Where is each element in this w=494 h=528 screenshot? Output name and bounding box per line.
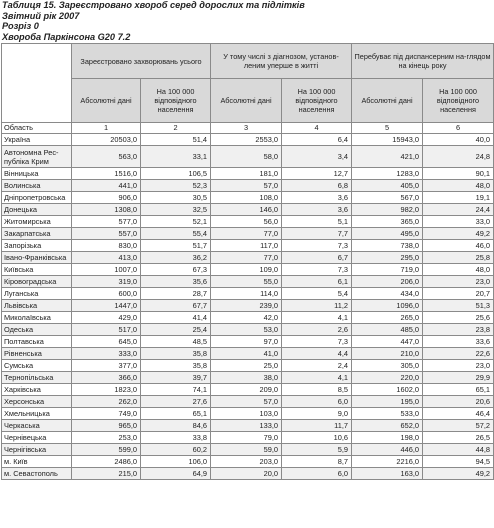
value-cell: 39,7 — [141, 372, 211, 384]
value-cell: 33,6 — [423, 336, 494, 348]
region-name-cell: Херсонська — [2, 396, 72, 408]
value-cell: 41,4 — [141, 312, 211, 324]
value-cell: 239,0 — [211, 300, 282, 312]
header-abs-1: Абсолютні дані — [72, 79, 141, 123]
value-cell: 23,0 — [423, 360, 494, 372]
value-cell: 35,6 — [141, 276, 211, 288]
value-cell: 97,0 — [211, 336, 282, 348]
value-cell: 1096,0 — [352, 300, 423, 312]
value-cell: 645,0 — [72, 336, 141, 348]
value-cell: 1007,0 — [72, 264, 141, 276]
disease-table — [1, 43, 494, 480]
value-cell: 567,0 — [352, 192, 423, 204]
value-cell: 57,0 — [211, 396, 282, 408]
region-name-cell: Львівська — [2, 300, 72, 312]
value-cell: 2553,0 — [211, 134, 282, 146]
value-cell: 8,5 — [282, 384, 352, 396]
value-cell: 209,0 — [211, 384, 282, 396]
value-cell: 7,7 — [282, 228, 352, 240]
table-row — [2, 468, 494, 480]
value-cell: 4,1 — [282, 372, 352, 384]
column-number: 3 — [211, 123, 282, 134]
value-cell: 20503,0 — [72, 134, 141, 146]
caption-section: Розріз 0 — [2, 21, 39, 32]
value-cell: 719,0 — [352, 264, 423, 276]
column-number: 1 — [72, 123, 141, 134]
value-cell: 36,2 — [141, 252, 211, 264]
value-cell: 25,6 — [423, 312, 494, 324]
column-number: 6 — [423, 123, 494, 134]
value-cell: 485,0 — [352, 324, 423, 336]
value-cell: 2,6 — [282, 324, 352, 336]
value-cell: 7,3 — [282, 264, 352, 276]
value-cell: 19,1 — [423, 192, 494, 204]
value-cell: 405,0 — [352, 180, 423, 192]
region-name-cell: Хмельницька — [2, 408, 72, 420]
region-column-label: Область — [2, 123, 72, 134]
value-cell: 1308,0 — [72, 204, 141, 216]
value-cell: 55,0 — [211, 276, 282, 288]
value-cell: 210,0 — [352, 348, 423, 360]
value-cell: 5,1 — [282, 216, 352, 228]
value-cell: 517,0 — [72, 324, 141, 336]
value-cell: 163,0 — [352, 468, 423, 480]
value-cell: 5,4 — [282, 288, 352, 300]
region-name-cell: Одеська — [2, 324, 72, 336]
region-name-cell: Луганська — [2, 288, 72, 300]
region-name-cell: Україна — [2, 134, 72, 146]
region-name-cell: м. Севастополь — [2, 468, 72, 480]
value-cell: 446,0 — [352, 444, 423, 456]
value-cell: 51,7 — [141, 240, 211, 252]
value-cell: 51,4 — [141, 134, 211, 146]
value-cell: 24,8 — [423, 146, 494, 168]
value-cell: 3,6 — [282, 192, 352, 204]
table-row — [2, 216, 494, 228]
value-cell: 109,0 — [211, 264, 282, 276]
value-cell: 10,6 — [282, 432, 352, 444]
value-cell: 203,0 — [211, 456, 282, 468]
value-cell: 24,4 — [423, 204, 494, 216]
value-cell: 48,0 — [423, 180, 494, 192]
value-cell: 6,1 — [282, 276, 352, 288]
value-cell: 262,0 — [72, 396, 141, 408]
table-row — [2, 192, 494, 204]
region-name-cell: Черкаська — [2, 420, 72, 432]
table-row — [2, 444, 494, 456]
value-cell: 26,5 — [423, 432, 494, 444]
value-cell: 20,0 — [211, 468, 282, 480]
value-cell: 106,5 — [141, 168, 211, 180]
value-cell: 29,9 — [423, 372, 494, 384]
value-cell: 215,0 — [72, 468, 141, 480]
value-cell: 48,0 — [423, 264, 494, 276]
value-cell: 1447,0 — [72, 300, 141, 312]
value-cell: 11,7 — [282, 420, 352, 432]
value-cell: 5,9 — [282, 444, 352, 456]
value-cell: 58,0 — [211, 146, 282, 168]
table-row — [2, 168, 494, 180]
table-row — [2, 396, 494, 408]
value-cell: 195,0 — [352, 396, 423, 408]
table-row — [2, 432, 494, 444]
value-cell: 305,0 — [352, 360, 423, 372]
value-cell: 495,0 — [352, 228, 423, 240]
table-row — [2, 336, 494, 348]
header-per100k-2: На 100 000 відповідного населення — [282, 79, 352, 123]
value-cell: 33,0 — [423, 216, 494, 228]
value-cell: 6,7 — [282, 252, 352, 264]
region-name-cell: Донецька — [2, 204, 72, 216]
value-cell: 563,0 — [72, 146, 141, 168]
value-cell: 1516,0 — [72, 168, 141, 180]
value-cell: 133,0 — [211, 420, 282, 432]
value-cell: 38,0 — [211, 372, 282, 384]
value-cell: 41,0 — [211, 348, 282, 360]
region-name-cell: Кіровоградська — [2, 276, 72, 288]
value-cell: 6,8 — [282, 180, 352, 192]
table-row — [2, 372, 494, 384]
value-cell: 6,0 — [282, 396, 352, 408]
value-cell: 65,1 — [141, 408, 211, 420]
header-group-registered: Зареєстровано захворювань усього — [72, 44, 211, 79]
header-per100k-1: На 100 000 відповідного населення — [141, 79, 211, 123]
region-name-cell: м. Київ — [2, 456, 72, 468]
column-number: 4 — [282, 123, 352, 134]
value-cell: 33,1 — [141, 146, 211, 168]
value-cell: 198,0 — [352, 432, 423, 444]
column-number: 2 — [141, 123, 211, 134]
value-cell: 982,0 — [352, 204, 423, 216]
table-row — [2, 134, 494, 146]
value-cell: 27,6 — [141, 396, 211, 408]
value-cell: 114,0 — [211, 288, 282, 300]
value-cell: 447,0 — [352, 336, 423, 348]
value-cell: 60,2 — [141, 444, 211, 456]
value-cell: 749,0 — [72, 408, 141, 420]
header-per100k-3: На 100 000 відповідного населення — [423, 79, 494, 123]
value-cell: 2486,0 — [72, 456, 141, 468]
region-name-cell: Дніпропетровська — [2, 192, 72, 204]
value-cell: 65,1 — [423, 384, 494, 396]
value-cell: 738,0 — [352, 240, 423, 252]
table-row — [2, 324, 494, 336]
value-cell: 25,0 — [211, 360, 282, 372]
value-cell: 295,0 — [352, 252, 423, 264]
region-name-cell: Запорізька — [2, 240, 72, 252]
value-cell: 7,3 — [282, 240, 352, 252]
value-cell: 146,0 — [211, 204, 282, 216]
value-cell: 84,6 — [141, 420, 211, 432]
value-cell: 3,6 — [282, 204, 352, 216]
value-cell: 48,5 — [141, 336, 211, 348]
region-name-cell: Житомирська — [2, 216, 72, 228]
header-abs-2: Абсолютні дані — [211, 79, 282, 123]
value-cell: 40,0 — [423, 134, 494, 146]
value-cell: 59,0 — [211, 444, 282, 456]
value-cell: 600,0 — [72, 288, 141, 300]
region-name-cell: Чернівецька — [2, 432, 72, 444]
table-body — [2, 134, 494, 480]
value-cell: 46,0 — [423, 240, 494, 252]
value-cell: 20,7 — [423, 288, 494, 300]
value-cell: 33,8 — [141, 432, 211, 444]
region-name-cell: Рівненська — [2, 348, 72, 360]
table-row — [2, 384, 494, 396]
caption-title: Таблиця 15. Зареєстровано хвороб серед дорослих та підлітків — [2, 0, 305, 10]
region-name-cell: Київська — [2, 264, 72, 276]
value-cell: 55,4 — [141, 228, 211, 240]
value-cell: 94,5 — [423, 456, 494, 468]
value-cell: 1823,0 — [72, 384, 141, 396]
value-cell: 53,0 — [211, 324, 282, 336]
value-cell: 49,2 — [423, 228, 494, 240]
value-cell: 220,0 — [352, 372, 423, 384]
value-cell: 79,0 — [211, 432, 282, 444]
table-row — [2, 360, 494, 372]
table-row — [2, 456, 494, 468]
value-cell: 906,0 — [72, 192, 141, 204]
value-cell: 6,4 — [282, 134, 352, 146]
value-cell: 67,7 — [141, 300, 211, 312]
header-corner — [2, 44, 72, 123]
table-row — [2, 264, 494, 276]
value-cell: 429,0 — [72, 312, 141, 324]
value-cell: 2,4 — [282, 360, 352, 372]
value-cell: 11,2 — [282, 300, 352, 312]
value-cell: 67,3 — [141, 264, 211, 276]
value-cell: 413,0 — [72, 252, 141, 264]
value-cell: 577,0 — [72, 216, 141, 228]
table-row — [2, 276, 494, 288]
header-abs-3: Абсолютні дані — [352, 79, 423, 123]
value-cell: 4,1 — [282, 312, 352, 324]
region-name-cell: Сумська — [2, 360, 72, 372]
value-cell: 3,4 — [282, 146, 352, 168]
caption-year: Звітний рік 2007 — [2, 10, 80, 21]
value-cell: 181,0 — [211, 168, 282, 180]
value-cell: 377,0 — [72, 360, 141, 372]
value-cell: 652,0 — [352, 420, 423, 432]
table-row — [2, 300, 494, 312]
table-row — [2, 228, 494, 240]
region-name-cell: Вінницька — [2, 168, 72, 180]
value-cell: 106,0 — [141, 456, 211, 468]
value-cell: 9,0 — [282, 408, 352, 420]
value-cell: 77,0 — [211, 252, 282, 264]
header-group-dispensary: Перебуває під диспансерним на-глядом на кінець року — [352, 44, 494, 79]
value-cell: 103,0 — [211, 408, 282, 420]
header-group-first-diagnosed: У тому числі з діагнозом, установ-леним уперше в житті — [211, 44, 352, 79]
value-cell: 333,0 — [72, 348, 141, 360]
value-cell: 1283,0 — [352, 168, 423, 180]
value-cell: 74,1 — [141, 384, 211, 396]
value-cell: 52,1 — [141, 216, 211, 228]
value-cell: 599,0 — [72, 444, 141, 456]
value-cell: 30,5 — [141, 192, 211, 204]
value-cell: 44,8 — [423, 444, 494, 456]
table-row — [2, 204, 494, 216]
value-cell: 42,0 — [211, 312, 282, 324]
value-cell: 23,0 — [423, 276, 494, 288]
value-cell: 35,8 — [141, 348, 211, 360]
region-name-cell: Харківська — [2, 384, 72, 396]
value-cell: 117,0 — [211, 240, 282, 252]
table-row — [2, 146, 494, 168]
value-cell: 441,0 — [72, 180, 141, 192]
region-name-cell: Чернігівська — [2, 444, 72, 456]
value-cell: 35,8 — [141, 360, 211, 372]
value-cell: 830,0 — [72, 240, 141, 252]
table-row — [2, 408, 494, 420]
value-cell: 421,0 — [352, 146, 423, 168]
table-row — [2, 180, 494, 192]
region-name-cell: Тернопільська — [2, 372, 72, 384]
table-row — [2, 240, 494, 252]
value-cell: 434,0 — [352, 288, 423, 300]
value-cell: 49,2 — [423, 468, 494, 480]
value-cell: 28,7 — [141, 288, 211, 300]
value-cell: 90,1 — [423, 168, 494, 180]
value-cell: 46,4 — [423, 408, 494, 420]
value-cell: 265,0 — [352, 312, 423, 324]
value-cell: 965,0 — [72, 420, 141, 432]
value-cell: 23,8 — [423, 324, 494, 336]
value-cell: 51,3 — [423, 300, 494, 312]
value-cell: 108,0 — [211, 192, 282, 204]
value-cell: 57,0 — [211, 180, 282, 192]
table-caption — [2, 0, 305, 42]
table-row — [2, 312, 494, 324]
value-cell: 56,0 — [211, 216, 282, 228]
caption-disease: Хвороба Паркінсона G20 7.2 — [2, 31, 131, 42]
value-cell: 2216,0 — [352, 456, 423, 468]
region-name-cell: Миколаївська — [2, 312, 72, 324]
value-cell: 6,0 — [282, 468, 352, 480]
region-name-cell: Івано-Франківська — [2, 252, 72, 264]
value-cell: 8,7 — [282, 456, 352, 468]
region-name-cell: Полтавська — [2, 336, 72, 348]
value-cell: 25,8 — [423, 252, 494, 264]
value-cell: 533,0 — [352, 408, 423, 420]
table-row — [2, 420, 494, 432]
value-cell: 366,0 — [72, 372, 141, 384]
value-cell: 52,3 — [141, 180, 211, 192]
value-cell: 253,0 — [72, 432, 141, 444]
region-name-cell: Автономна Рес-публіка Крим — [2, 146, 72, 168]
value-cell: 25,4 — [141, 324, 211, 336]
value-cell: 57,2 — [423, 420, 494, 432]
value-cell: 4,4 — [282, 348, 352, 360]
value-cell: 319,0 — [72, 276, 141, 288]
value-cell: 77,0 — [211, 228, 282, 240]
region-name-cell: Закарпатська — [2, 228, 72, 240]
table-row — [2, 252, 494, 264]
table-row — [2, 288, 494, 300]
value-cell: 7,3 — [282, 336, 352, 348]
value-cell: 1602,0 — [352, 384, 423, 396]
column-number: 5 — [352, 123, 423, 134]
value-cell: 206,0 — [352, 276, 423, 288]
table-row — [2, 348, 494, 360]
value-cell: 365,0 — [352, 216, 423, 228]
region-name-cell: Волинська — [2, 180, 72, 192]
value-cell: 22,6 — [423, 348, 494, 360]
value-cell: 15943,0 — [352, 134, 423, 146]
value-cell: 12,7 — [282, 168, 352, 180]
value-cell: 64,9 — [141, 468, 211, 480]
value-cell: 20,6 — [423, 396, 494, 408]
value-cell: 32,5 — [141, 204, 211, 216]
value-cell: 557,0 — [72, 228, 141, 240]
